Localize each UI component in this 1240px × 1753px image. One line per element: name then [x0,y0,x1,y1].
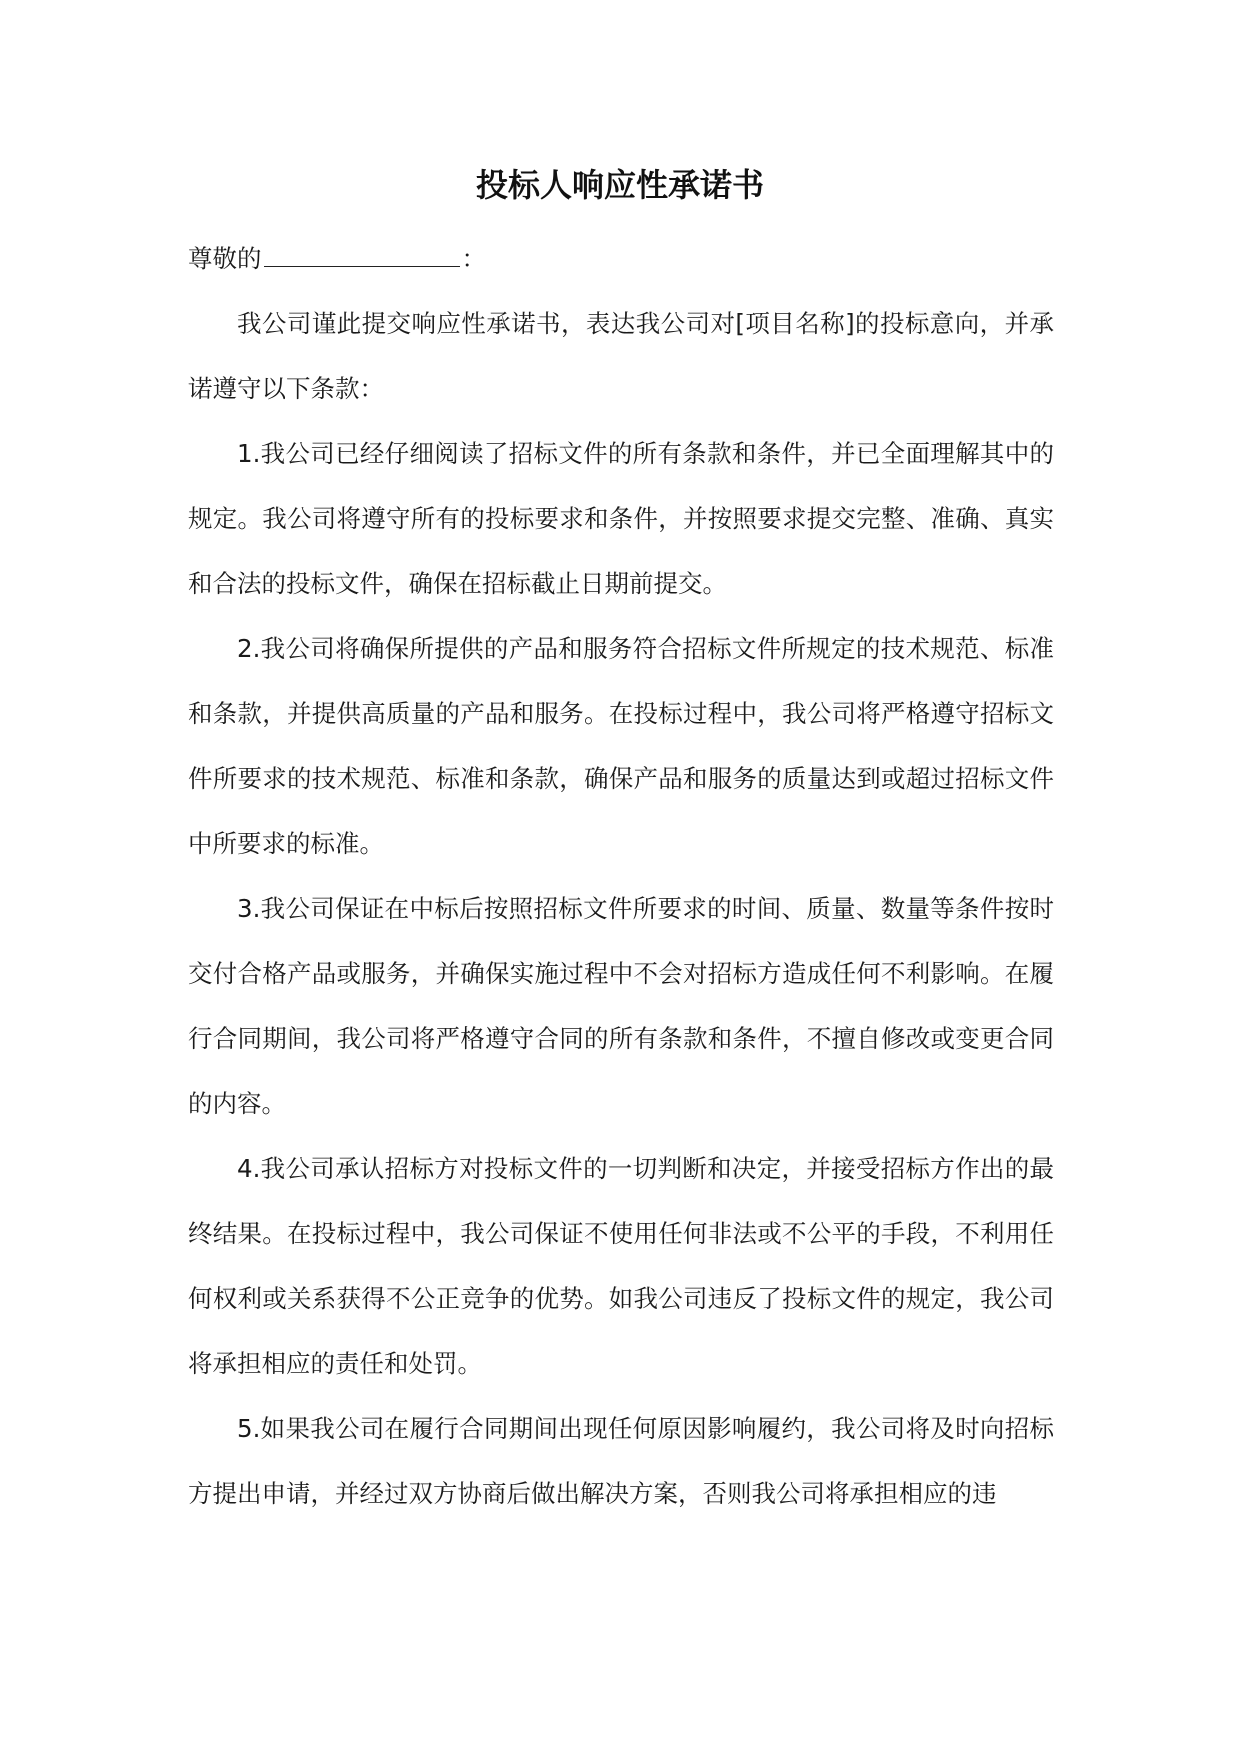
salutation-prefix: 尊敬的 [188,244,262,273]
salutation-suffix: ： [461,244,486,273]
clause-paragraph-3: 3.我公司保证在中标后按照招标文件所要求的时间、质量、数量等条件按时交付合格产品或服务，并确保实施过程中不会对招标方造成任何不利影响。在履行合同期间，我公司将严格遵守合同的所有条款和条件，不擅自修改或变更合同的内容。 [188,894,1054,1118]
clause-paragraph-1: 1.我公司已经仔细阅读了招标文件的所有条款和条件，并已全面理解其中的规定。我公司将遵守所有的投标要求和条件，并按照要求提交完整、准确、真实和合法的投标文件，确保在招标截止日期前提交。 [188,439,1054,598]
clause-paragraph-2: 2.我公司将确保所提供的产品和服务符合招标文件所规定的技术规范、标准和条款，并提供高质量的产品和服务。在投标过程中，我公司将严格遵守招标文件所要求的技术规范、标准和条款，确保产品和服务的质量达到或超过招标文件中所要求的标准。 [188,634,1054,858]
clause-paragraph-4: 4.我公司承认招标方对投标文件的一切判断和决定，并接受招标方作出的最终结果。在投标过程中，我公司保证不使用任何非法或不公平的手段，不利用任何权利或关系获得不公正竞争的优势。如我公司违反了投标文件的规定，我公司将承担相应的责任和处罚。 [188,1154,1054,1378]
document-title: 投标人响应性承诺书 [475,166,764,204]
salutation-line [188,226,1054,291]
intro-paragraph: 我公司谨此提交响应性承诺书，表达我公司对[项目名称]的投标意向，并承诺遵守以下条款： [188,309,1054,403]
clause-paragraph-5: 5.如果我公司在履行合同期间出现任何原因影响履约，我公司将及时向招标方提出申请，并经过双方协商后做出解决方案，否则我公司将承担相应的违 [188,1414,1054,1508]
document-body [188,226,1054,1526]
recipient-blank-line [264,242,460,267]
